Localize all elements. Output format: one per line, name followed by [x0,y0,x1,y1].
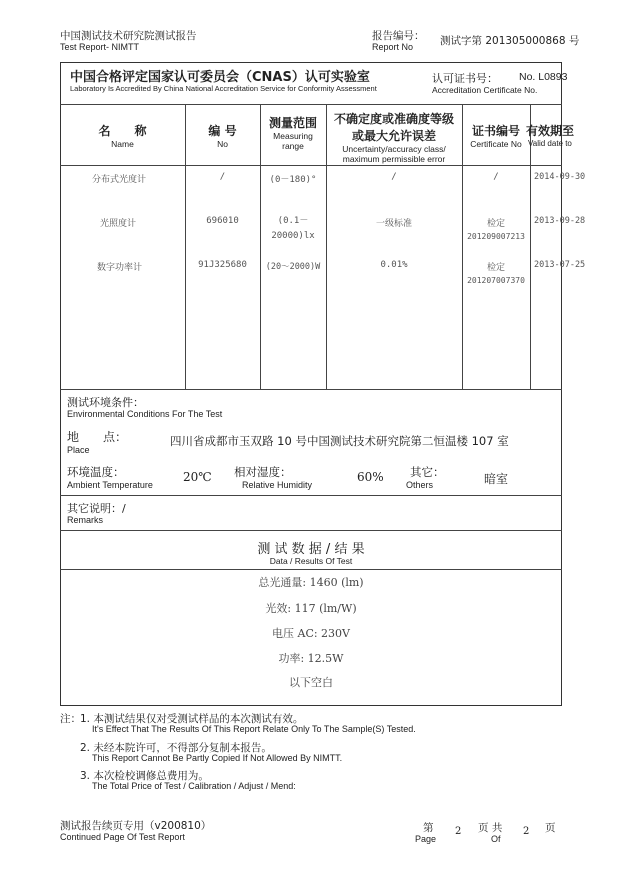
notes-label: 注： [60,713,81,725]
env-title-en: Environmental Conditions For The Test [67,409,223,419]
report-no-label-en: Report No [372,42,414,52]
footer-en: Continued Page Of Test Report [60,832,185,842]
humidity-value: 60% [357,470,384,484]
remarks-en: Remarks [67,515,104,525]
page-label-cn: 第 [423,822,434,834]
row-range: (0.1－ [277,216,309,226]
col-header-cert: 证书编号 Certificate No [470,124,522,149]
remarks-cn: 其它说明：/ [67,502,126,515]
col-header-name: 名 称 Name [98,124,147,149]
results-title-en: Data / Results Of Test [269,556,353,566]
other-label-en: Others [406,480,434,490]
row-valid: 2013-07-25 [534,260,586,270]
humidity-label-en: Relative Humidity [242,480,313,490]
col-header-uncertainty: 不确定度或准确度等级 或最大允许误差 Uncertainty/accuracy class/ maximum permissible error [333,112,454,164]
cert-no: No. L0893 [519,71,568,83]
report-no-label-cn: 报告编号： [372,30,425,42]
temp-label-cn: 环境温度： [67,465,125,479]
col-header-valid: 有效期至 Valid date to [526,124,575,148]
humidity-label-cn: 相对湿度： [234,465,292,479]
note-cn: 2. 未经本院许可，不得部分复制本报告。 [80,742,272,754]
col-header-no: 编 号 No [208,124,237,149]
note-en: This Report Cannot Be Partly Copied If Not Allowed By NIMTT. [92,753,343,763]
note-en: It's Effect That The Results Of This Report Relate Only To The Sample(S) Tested. [92,724,416,734]
result-line: 功率: 12.5W [278,652,344,665]
of-label-cn: 页 共 [478,822,503,834]
col-header-range: 测量范围 Measuring range [268,116,317,151]
result-line: 总光通量: 1460 (lm) [258,576,364,589]
lab-title-cn: 中国合格评定国家认可委员会（CNAS）认可实验室 [70,70,370,85]
page-label-en: Page [415,834,437,844]
row-cert-no: 201207007370 [467,276,525,285]
total-pages: 2 [523,826,530,837]
other-label-cn: 其它： [410,465,445,479]
row-name: 数字功率计 [97,263,143,273]
row-cert: 检定 [486,219,505,229]
temp-label-en: Ambient Temperature [67,480,153,490]
row-valid: 2014-09-30 [534,172,586,182]
place-label-cn: 地 点： [67,430,128,444]
result-line: 光效: 117 (lm/W) [265,602,357,615]
row-no: 91J325680 [198,260,247,270]
lab-title-en: Laboratory Is Accredited By China National Accreditation Service for Conformity Assessment [70,84,377,93]
note-en: The Total Price of Test / Calibration / Adjust / Mend: [92,781,296,791]
cert-label-cn: 认可证书号： [432,72,498,85]
row-range: (0－180)° [269,175,317,185]
result-line: 以下空白 [289,676,333,689]
other-value: 暗室 [484,472,509,486]
row-cert: / [493,172,499,182]
results-title-cn: 测 试 数 据 / 结 果 [257,542,365,557]
row-cert: 检定 [486,263,505,273]
temp-value: 20℃ [183,470,212,484]
note-cn: 1. 本测试结果仅对受测试样品的本次测试有效。 [80,713,304,725]
footer-cn: 测试报告续页专用（v200810） [60,820,212,832]
of-label-en: Of [491,834,501,844]
row-valid: 2013-09-28 [534,216,586,226]
page-number: 2 [455,826,462,837]
row-uncertainty: 一级标准 [375,219,412,229]
row-name: 光照度计 [100,219,137,229]
note-cn: 3. 本次检校调修总费用为。 [80,770,209,782]
org-title-cn: 中国测试技术研究院测试报告 [60,30,197,42]
cert-label-en: Accreditation Certificate No. [432,85,538,95]
report-no-value: 测试字第 201305000868 号 [440,35,580,47]
row-no: / [219,172,226,182]
row-cert-no: 201209007213 [467,232,525,241]
row-range-cont: 20000)lx [271,231,315,241]
place-value: 四川省成都市玉双路 10 号中国测试技术研究院第二恒温楼 107 室 [170,434,509,448]
row-uncertainty: 0.01% [380,260,408,270]
page-end-cn: 页 [545,822,556,834]
env-title-cn: 测试环境条件： [67,396,144,409]
org-title-en: Test Report- NIMTT [60,42,140,52]
row-no: 696010 [206,216,239,226]
place-label-en: Place [67,445,90,455]
row-uncertainty: / [391,172,397,182]
row-name: 分布式光度计 [92,175,147,185]
result-line: 电压 AC: 230V [272,627,350,640]
row-range: (20～2000)W [265,262,321,272]
